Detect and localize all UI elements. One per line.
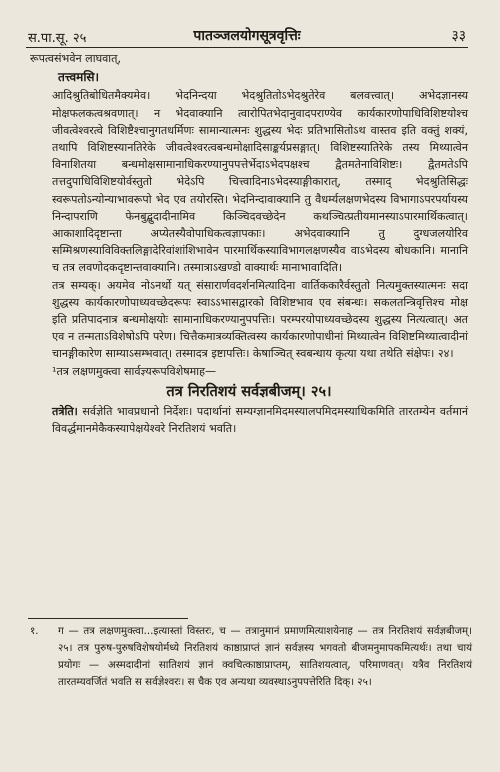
paragraph-3 [30,403,468,437]
footnote-rule [28,618,188,619]
paragraph-2: तत्र सम्यक्। अयमेव नोऽनर्थो यत् संसारार्णवदर्शनमित्यादिना वार्तिककारैर्वस्तुतो नित्यमुक्तस्यात्मनः सदा शुद्धस्य कार्यकारणोपाध्यवच्छेदरूपः स्वाऽऽभासद्वारको विशिष्टभाव एव संबन्धः। सकलतन्त्रिवृत्तिश्च मोक्ष इति प्रतिपादनात्र बन्धमोक्षयोः सामानाधिकरण्यानुपपत्तिः। परम्परयोपाध्यवच्छेदस्य शुद्धस्य नित्यत्वात्। अत एव न तन्मताऽविशेषोऽपि परेण। चित्तैकमात्रव्यक्तित्वस्य कार्यकारणोपाधीनां मिथ्यात्वेन विशिष्टमिथ्यात्वादीनां चानङ्गीकारेण साम्याऽसम्भवात्। तस्मादत्र इष्टापत्तिः। केषाञ्चित् स्वबन्धाय कृत्या यथा तथेति संक्षेपः। २४। [52,278,468,361]
section-reference: स.पा.सू. २५ [28,31,87,46]
paragraph-3-text: सर्वज्ञेति भावप्रधानो निर्देशः। पदार्थानां सम्यग्ज्ञानमिदमस्यालपमिदमस्याधिकमिति तारतम्येन वर्तमानं विवर्द्धमानमेकैकस्यापेक्षयेश्वरे निरतिशयं भवति। [52,404,468,436]
running-title: पातञ्जलयोगसूत्रवृत्तिः [193,28,301,44]
page-number: ३३ [451,28,466,44]
quoted-mahavakya: तत्त्वमसि। [58,70,100,85]
paragraph-3-lead: तत्रेति। [52,404,78,418]
continuation-line: रूपत्वसंभवेन लाघवात्, [30,52,122,65]
sutra-25: तत्र निरतिशयं सर्वज्ञबीजम्। २५। [166,382,332,400]
footnote-number: १. [30,626,39,637]
footnote-text: ग — तत्र लक्षणमुक्त्वा...इत्यास्तां विस्तरः, च — तत्रानुमानं प्रमाणमित्याशयेनाह — तत्र निरतिशयं सर्वज्ञबीजम्। २५। तत्र पुरुष-पुरुषविशेषयोर्मध्ये निरतिशयं काष्ठाप्राप्तं ज्ञानं सर्वज्ञस्य भगवतो बीजमनुमापकमित्यर्थः। तथा चायं प्रयोगः — अस्मदादीनां सातिशयं ज्ञानं क्वचित्काष्ठाप्राप्तम्, सातिशयत्वात्, परिमाणवत्। यत्रैव निरतिशयं तारतम्यवर्जितं भवति स सर्वज्ञेश्वरः। स चैक एव अन्यथा व्यवस्थाऽनुपपत्तेरिति दिक्। २५। [58,626,472,688]
paragraph-1: आदिश्रुतिबोधितमैक्यमेव। भेदनिन्दया भेदश्रुतितोऽभेदश्रुतेरेव बलवत्त्वात्। अभेदज्ञानस्य मोक्षफलकत्वश्रवणात्। न भेदवाक्यानि त्वारोपितभेदानुवादपराण्येव कार्यकारणोपाधिविशिष्टयोश्च जीवत्वेश्वरत्वे विशिष्टैश्चानुगतधर्मिणः सामान्यात्मनः शुद्धस्य भेदः प्रतिभासितोऽथ वास्तव इति वक्तुं शक्यं, तथापि विशिष्टस्यानतिरेके जीवत्वेश्वरत्वबन्धमोक्षादिसाङ्कर्यप्रसङ्गात्। विशिष्टस्यातिरेके तस्य मिथ्यात्वेन विनाशितया बन्धमोक्षसामानाधिकरण्यानुपपत्तेर्भेदाऽभेदपक्षश्च द्वैतमतेनाविशिष्टः। द्वैतमतेऽपि तत्तदुपाधिविशिष्टयोर्वस्तुतो भेदेऽपि चित्त्वादिनाऽभेदस्याङ्गीकारात्, तस्माद् भेदश्रुतिसिद्धः स्वरूपतोऽन्योन्याभावरूपो भेद एव तयोरस्ति। भेदनिन्दावाक्यानि तु वैधर्म्यलक्षणभेदस्य विभागाऽपरपर्यायस्य निन्दापराणि फेनबुद्बुदादीनामिव किञ्चिदवच्छेदेन कथञ्चित्प्रतीयमानस्याऽपारमार्थिकत्वात्। आकाशादिदृष्टान्ता अप्येतस्यैवोपाधिकत्वज्ञापकाः। अभेदवाक्यानि तु दुग्धजलयोरिव सम्मिश्रणस्याविविक्तलिङ्गादेरिवांशांशिभावेन पारमार्थिकस्याविभागलक्षणस्यैव वाऽभेदस्य बोधकानि। मानानि च तत्र लवणोदकदृष्टान्तवाक्यानि। तस्मात्राऽखण्डो वाक्यार्थः मानाभावादिति। [52,89,468,275]
main-text [30,50,468,437]
header-rule [26,47,468,48]
footnote [26,624,472,692]
sutra-introduction: ¹तत्र लक्षणमुक्त्वा सार्वज्ञ्यरूपविशेषमाह— [52,364,217,378]
